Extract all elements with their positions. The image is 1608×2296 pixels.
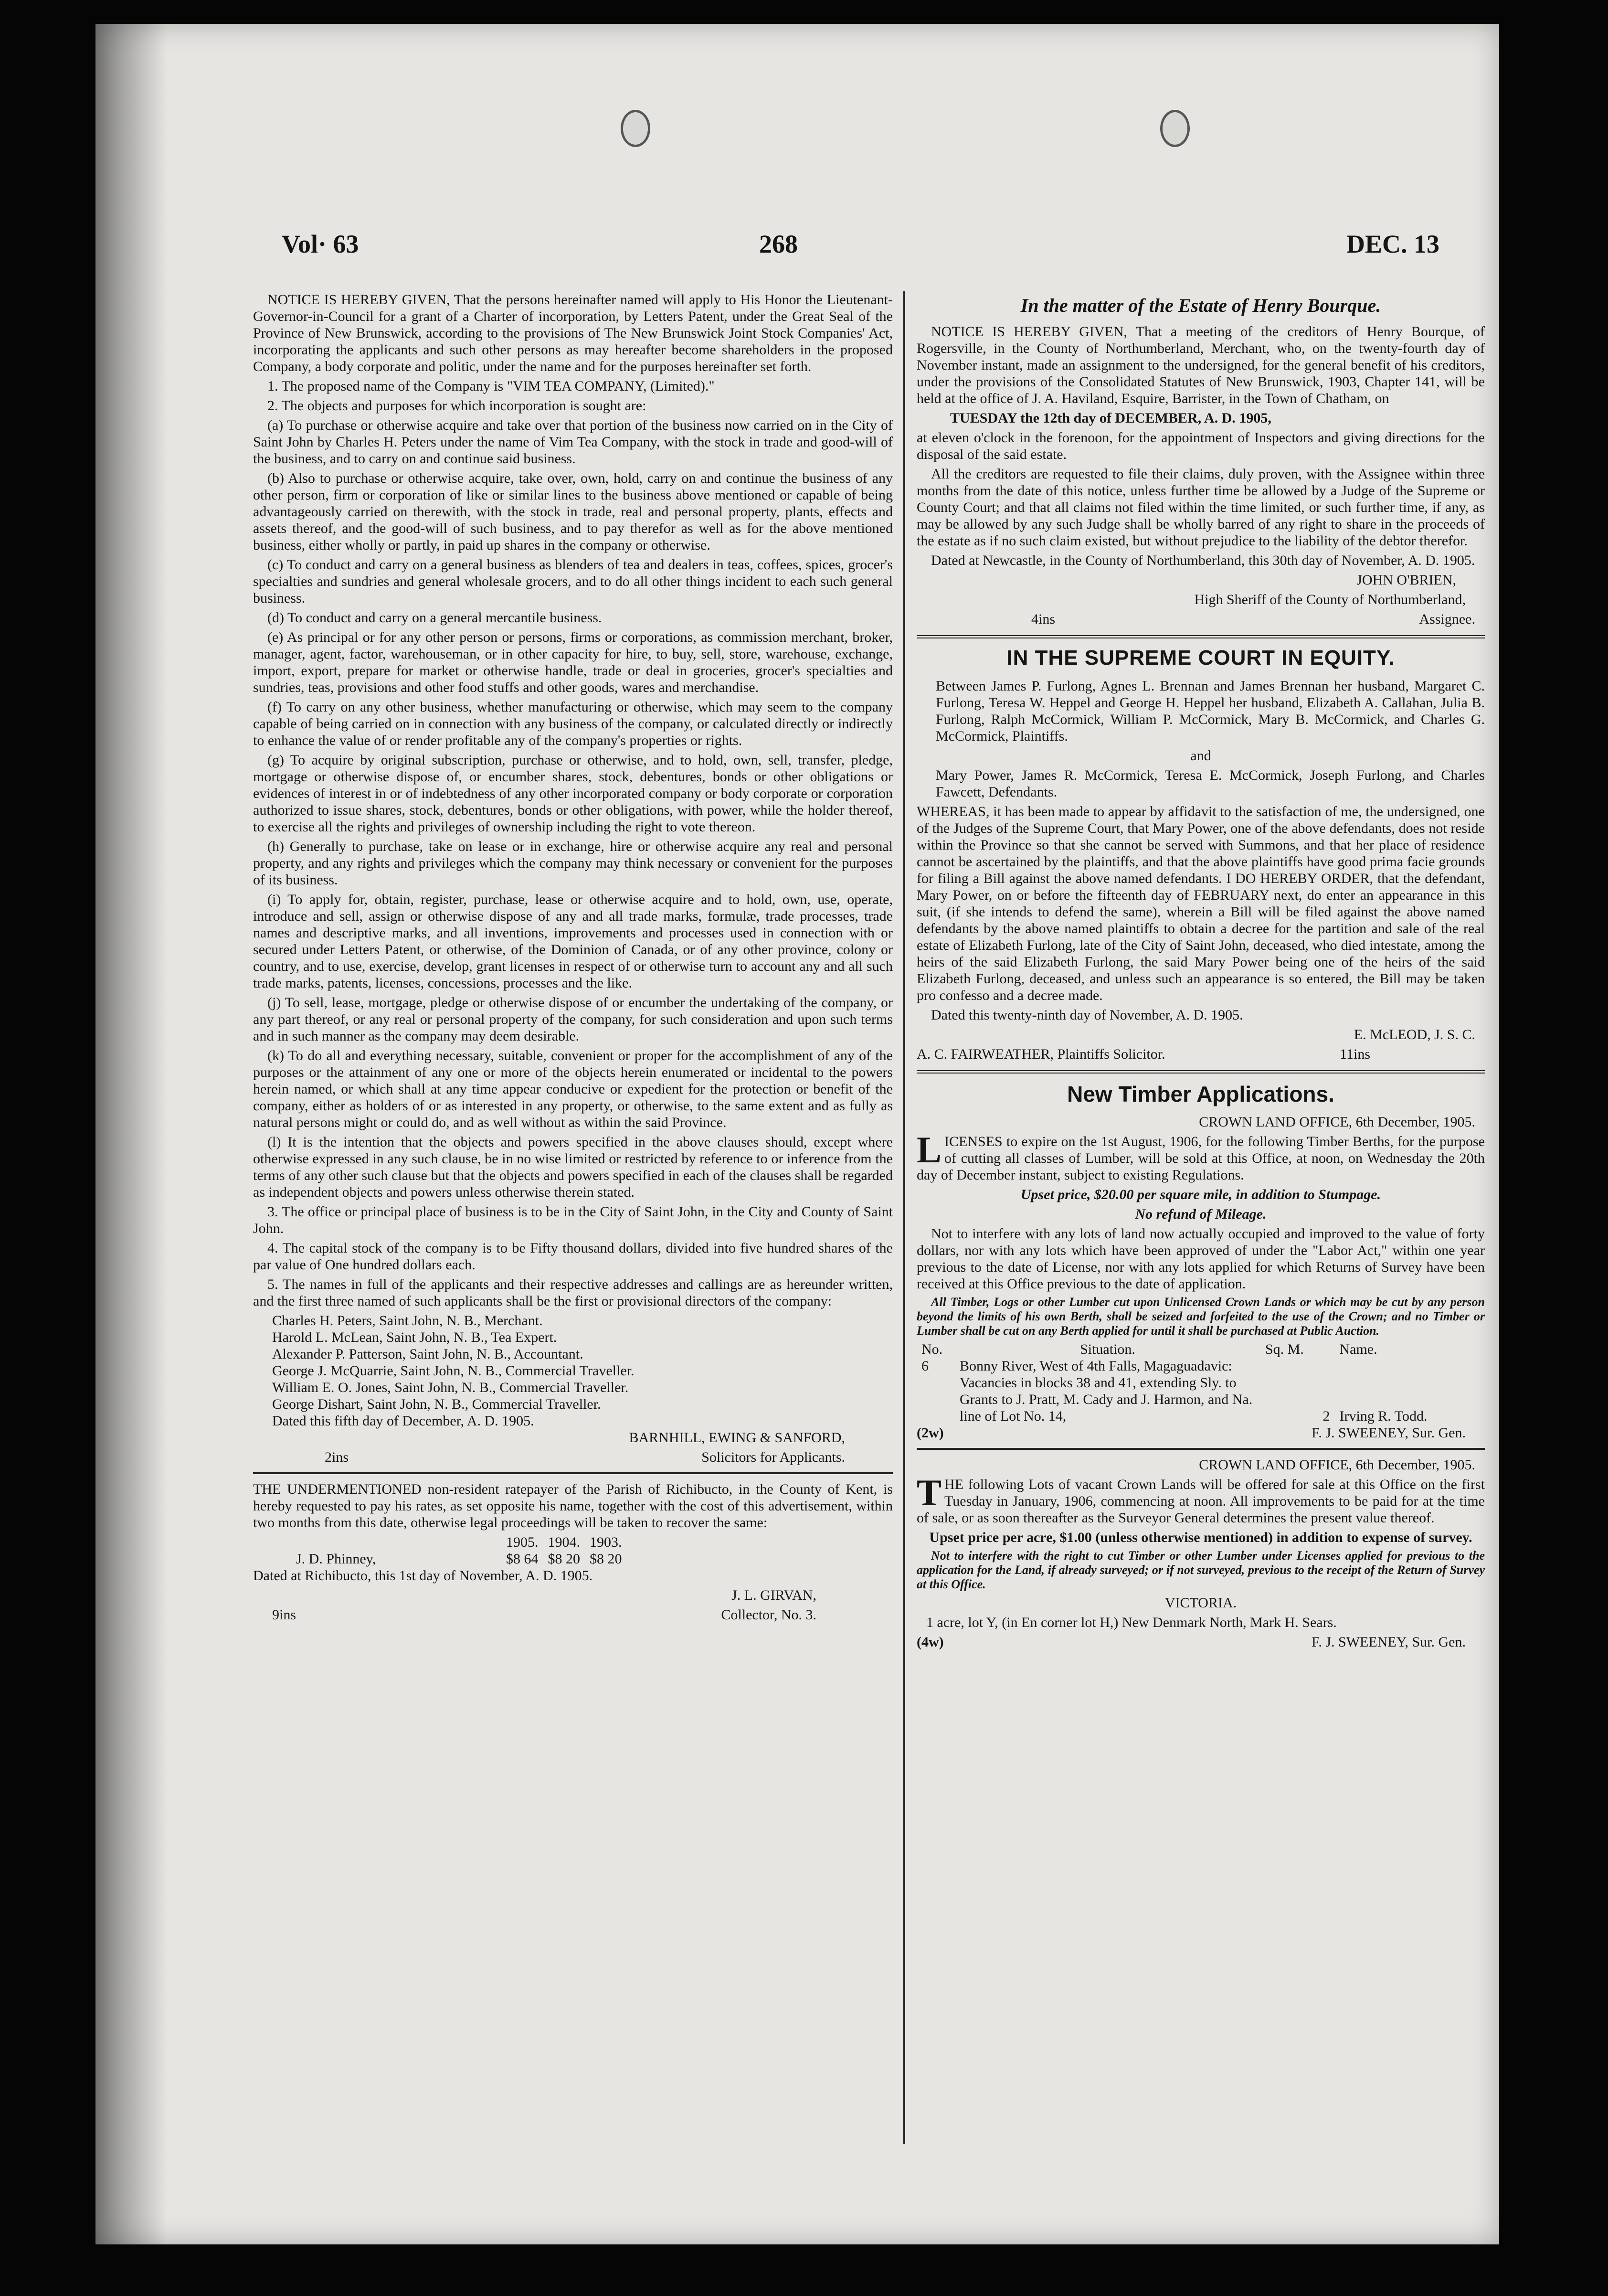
- drop-cap: L: [917, 1129, 942, 1170]
- col-header: No.: [921, 1341, 943, 1357]
- clause-f: (f) To carry on any other business, whether manufacturing or otherwise, which may seem to the company capable of being carried on in connection with any business of the company, or calculated directly or indirectly to enhance the value of or render profitable any of the company's properties or rights.: [253, 699, 893, 748]
- clause-3: 3. The office or principal place of business is to be in the City of Saint John, in the City and County of Saint John.: [253, 1204, 893, 1236]
- clause-c: (c) To conduct and carry on a general business as blenders of tea and dealers in teas, coffees, spices, grocer's specialties and sundries and general wholesale grocers, and to do all other things incident to each such general business.: [253, 557, 893, 606]
- insertions-count: 9ins: [272, 1607, 296, 1623]
- applicant: Alexander P. Patterson, Saint John, N. B., Accountant.: [272, 1346, 583, 1362]
- applicant: Harold L. McLean, Saint John, N. B., Tea Expert.: [272, 1329, 557, 1345]
- plaintiffs: Between James P. Furlong, Agnes L. Brennan and James Brennan her husband, Margaret C. Furlong, Teresa W. Heppel and George H. Heppel her husband, Elizabeth A. Callahan, Julia B. Furlong, Ralph McCormick, William P. McCormick, Mary B. McCormick, and Charles G. McCormick, Plaintiffs.: [936, 678, 1485, 744]
- clause-1: 1. The proposed name of the Company is "VIM TEA COMPANY, (Limited).": [267, 378, 715, 394]
- collector-name: J. L. GIRVAN,: [731, 1587, 816, 1603]
- year-header: 1903.: [590, 1534, 622, 1550]
- applicant-list: [253, 1312, 893, 1429]
- dated-line: Dated this fifth day of December, A. D. 1905.: [272, 1413, 534, 1429]
- equity-dated: Dated this twenty-ninth day of November, A. D. 1905.: [931, 1007, 1243, 1023]
- rates-dated: Dated at Richibucto, this 1st day of November, A. D. 1905.: [253, 1568, 593, 1584]
- timber-fine-print: All Timber, Logs or other Lumber cut upon Unlicensed Crown Lands or which may be cut by any person beyond the limits of his own Berth, shall be seized and forfeited to the use of the Crown; and no Timber or Lumber shall be cut on any Berth applied for until it shall be purchased at Public Auction.: [917, 1295, 1485, 1338]
- clause-j: (j) To sell, lease, mortgage, pledge or otherwise dispose of or encumber the undertaking of the company, or any part thereof, or any real or personal property of the company, for such consideration and upon such terms and in such manner as the company may deem desirable.: [253, 995, 893, 1044]
- clause-2: 2. The objects and purposes for which incorporation is sought are:: [267, 398, 646, 414]
- crown-fine-print: Not to interfere with the right to cut Timber or other Lumber under Licenses applied for previous to the application for the Land, if already surveyed; or if not surveyed, previous to the receipt of the Return of Survey at this Office.: [917, 1549, 1485, 1591]
- section-rule: [253, 1472, 893, 1474]
- rate-amount: $8 20: [548, 1551, 580, 1567]
- notice-intro: NOTICE IS HEREBY GIVEN, That the persons hereinafter named will apply to His Honor the Lieutenant-Governor-in-Council for a grant of a Charter of incorporation, by Letters Patent, under the Great Seal of the Province of New Brunswick, according to the provisions of The New Brunswick Joint Stock Companies' Act, incorporating the applicants and such other persons as may hereafter become shareholders in the proposed Company, a body corporate and politic, under the name and for the purposes hereinafter set forth.: [253, 292, 893, 374]
- equity-order: WHEREAS, it has been made to appear by affidavit to the satisfaction of me, the undersigned, one of the Judges of the Supreme Court, that Mary Power, one of the above defendants, does not reside within the Province so that she cannot be served with Summons, and that her place of residence cannot be ascertained by the plaintiffs, and that the above plaintiffs have good prima facie grounds for filing a Bill against the above named defendants. I DO HEREBY ORDER, that the defendant, Mary Power, on or before the fifteenth day of FEBRUARY next, do enter an appearance in this suit, (if she intends to defend the same), wherein a Bill will be filed against the above named defendants by the above named plaintiffs to obtain a decree for the partition and sale of the real estate of Elizabeth Furlong, late of the City of Saint John, deceased, who died intestate, among the heirs of the said Elizabeth Furlong, the said Mary Power being one of the heirs of the said Elizabeth Furlong, deceased, and unless such an appearance is so entered, the Bill may be taken pro confesso and a decree made.: [917, 804, 1485, 1003]
- timber-notice: [917, 1081, 1485, 1441]
- timber-text: ICENSES to expire on the 1st August, 1906, for the following Timber Berths, for the purpose of cutting all classes of Lumber, will be sold at this Office, at noon, on Wednesday the 20th day of December instant, subject to existing Regulations.: [917, 1134, 1485, 1183]
- bourque-heading: In the matter of the Estate of Henry Bourque.: [1020, 295, 1381, 316]
- bourque-dated: Dated at Newcastle, in the County of Northumberland, this 30th day of November, A. D. 1905.: [931, 553, 1475, 568]
- clause-i: (i) To apply for, obtain, register, purchase, lease or otherwise acquire and to hold, own, use, operate, introduce and sell, assign or otherwise dispose of any and all trade marks, formulæ, trade processes, trade names and descriptive marks, and all inventions, improvements and processes used in connection with or secured under Letters Patent, or otherwise, of the Dominion of Canada, or of any other province, colony or country, and to use, exercise, develop, grant licenses in respect of or otherwise turn to account any and all such trade marks, patents, licenses, concessions, processes and the like.: [253, 892, 893, 991]
- berth-sqm: 2: [1322, 1408, 1330, 1424]
- vim-tea-notice: [253, 291, 893, 1466]
- sheriff-title: High Sheriff of the County of Northumberland,: [1194, 592, 1466, 607]
- insertions-count: 2ins: [325, 1449, 349, 1465]
- right-column: [917, 291, 1485, 1650]
- timber-text-2: Not to interfere with any lots of land now actually occupied and improved to the value of forty dollars, nor with any lots which have been approved of under the "Labor Act," within one year previous to the date of License, nor with any lots applied for which Returns of Survey have been received at this Office previous to the date of application.: [917, 1226, 1485, 1292]
- page-number: 268: [759, 230, 798, 258]
- bourque-text-2: at eleven o'clock in the forenoon, for the appointment of Inspectors and giving directions for the disposal of the said estate.: [917, 430, 1485, 462]
- clause-4: 4. The capital stock of the company is to be Fifty thousand dollars, divided into five hundred shares of the par value of One hundred dollars each.: [253, 1240, 893, 1273]
- year-header: 1904.: [548, 1534, 580, 1550]
- page-shadow: [95, 24, 167, 2244]
- newspaper-page: [95, 24, 1499, 2244]
- lot-entry: 1 acre, lot Y, (in En corner lot H,) New Denmark North, Mark H. Sears.: [926, 1615, 1337, 1630]
- left-column: [253, 291, 893, 1623]
- solicitor-role: Solicitors for Applicants.: [701, 1449, 845, 1465]
- year-header: 1905.: [506, 1534, 539, 1550]
- drop-cap: T: [917, 1472, 942, 1513]
- bourque-text: NOTICE IS HEREBY GIVEN, That a meeting of the creditors of Henry Bourque, of Rogersville, in the County of Northumberland, Merchant, who, on the twenty-fourth day of November instant, made an assignment to the undersigned, for the general benefit of his creditors, under the provisions of the Consolidated Statutes of New Brunswick, 1903, Chapter 141, will be held at the office of J. A. Haviland, Esquire, Barrister, in the Town of Chatham, on: [917, 324, 1485, 406]
- punch-hole: [621, 110, 650, 147]
- solicitor-names: BARNHILL, EWING & SANFORD,: [629, 1430, 845, 1446]
- equity-heading: IN THE SUPREME COURT IN EQUITY.: [1006, 646, 1395, 670]
- rate-amount: $8 64: [506, 1551, 539, 1567]
- rates-table: [291, 1534, 627, 1567]
- berth-no: 6: [921, 1358, 929, 1374]
- crown-text: HE following Lots of vacant Crown Lands will be offered for sale at this Office on the first Tuesday in January, 1906, commencing at noon. All improvements to be paid for at the time of sale, or as soon thereafter as the Surveyor General determines the present value thereof.: [917, 1477, 1485, 1526]
- clause-l: (l) It is the intention that the objects and powers specified in the above clauses should, except where otherwise expressed in any such clause, be in no wise limited or restricted by reference to or inference from the terms of any other such clause but that the objects and powers specified in each of the clauses shall be regarded as independent objects and powers unless otherwise therein stated.: [253, 1134, 893, 1200]
- sheriff-name: JOHN O'BRIEN,: [1356, 572, 1456, 588]
- volume-label: Vol· 63: [282, 230, 359, 258]
- equity-notice: [917, 646, 1485, 1063]
- clause-d: (d) To conduct and carry on a general mercantile business.: [267, 610, 602, 626]
- applicant: Charles H. Peters, Saint John, N. B., Merchant.: [272, 1313, 543, 1329]
- col-header: Sq. M.: [1265, 1341, 1304, 1357]
- applicant: William E. O. Jones, Saint John, N. B., Commercial Traveller.: [272, 1380, 629, 1395]
- clause-5: 5. The names in full of the applicants and their respective addresses and callings are as hereunder written, and the first three named of such applicants shall be the first or provisional directors of the company:: [253, 1276, 893, 1309]
- timber-no-refund: No refund of Mileage.: [1135, 1206, 1267, 1222]
- publication-weeks: (2w): [917, 1425, 944, 1441]
- berth-situation: Bonny River, West of 4th Falls, Magaguadavic: Vacancies in blocks 38 and 41, extending Sly. to Grants to J. Pratt, M. Cady and J. Harmon, and Na. line of Lot No. 14,: [960, 1358, 1253, 1424]
- rate-amount: $8 20: [590, 1551, 622, 1567]
- surveyor-general: F. J. SWEENEY, Sur. Gen.: [1312, 1634, 1466, 1650]
- and-label: and: [1190, 748, 1211, 764]
- collector-role: Collector, No. 3.: [721, 1607, 816, 1623]
- crown-lands-notice: [917, 1456, 1485, 1650]
- ratepayer-name: J. D. Phinney,: [296, 1551, 376, 1567]
- applicant: George Dishart, Saint John, N. B., Commercial Traveller.: [272, 1396, 601, 1412]
- meeting-date: TUESDAY the 12th day of DECEMBER, A. D. 1905,: [950, 410, 1271, 426]
- column-divider: [903, 291, 905, 2144]
- county-heading: VICTORIA.: [1164, 1595, 1237, 1611]
- surveyor-general: F. J. SWEENEY, Sur. Gen.: [1312, 1425, 1466, 1441]
- bourque-text-3: All the creditors are requested to file their claims, duly proven, with the Assignee within three months from the date of this notice, unless further time be allowed by a Judge of the Supreme or County Court; and that all claims not filed within the time limited, or such further time, if any, as may be allowed by any such Judge shall be wholly barred of any right to share in the proceeds of the estate as if no such claim existed, but without prejudice to the liability of the debtor therefor.: [917, 466, 1485, 549]
- applicant-name: Irving R. Todd.: [1339, 1408, 1428, 1424]
- judge-name: E. McLEOD, J. S. C.: [1354, 1027, 1475, 1042]
- section-rule: [917, 1070, 1485, 1074]
- clause-k: (k) To do all and everything necessary, suitable, convenient or proper for the accomplishment of any of the purposes or the attainment of any one or more of the objects herein enumerated or incidental to the powers herein named, or which shall at any time appear conducive or expedient for the protection or benefit of the company, either as holders of or as interested in any property, or otherwise, to the same extent and as fully as natural persons might or could do, and as well without as within the said Province.: [253, 1048, 893, 1130]
- timber-upset-price: Upset price, $20.00 per square mile, in addition to Stumpage.: [1020, 1187, 1381, 1202]
- clause-g: (g) To acquire by original subscription, purchase or otherwise, and to hold, own, sell, transfer, pledge, mortgage or otherwise dispose of, or encumber shares, stock, debentures, bonds or other obligations or evidences of interest in or of indebtedness of any other incorporated company or body corporate or corporation authorized to issue shares, stock, debentures, bonds or other obligations, with power, while the holder thereof, to exercise all the rights and privileges of ownership including the right to vote thereon.: [253, 752, 893, 835]
- rates-notice: [253, 1481, 893, 1623]
- issue-date: DEC. 13: [1346, 230, 1440, 258]
- section-rule: [917, 1448, 1485, 1450]
- clause-h: (h) Generally to purchase, take on lease or in exchange, hire or otherwise acquire any real and personal property, and any rights and privileges which the company may think necessary or convenient for the purposes of its business.: [253, 839, 893, 888]
- col-header: Name.: [1339, 1341, 1377, 1357]
- crown-office-date: CROWN LAND OFFICE, 6th December, 1905.: [1199, 1457, 1475, 1473]
- defendants: Mary Power, James R. McCormick, Teresa E. McCormick, Joseph Furlong, and Charles Fawcett, Defendants.: [936, 767, 1485, 800]
- timber-table: [917, 1341, 1485, 1424]
- bourque-notice: [917, 294, 1485, 627]
- section-rule: [917, 635, 1485, 638]
- clause-b: (b) Also to purchase or otherwise acquire, take over, own, hold, carry on and continue the business of any other person, firm or corporation of like or similar lines to the business above mentioned or capable of being advantageously carried on therewith, with the stock in trade, real and personal property, plants, effects and assets thereof, and the good-will of such business, and to pay therefor as well as for the above mentioned business, either wholly or partly, in paid up shares in the company or otherwise.: [253, 470, 893, 553]
- punch-hole: [1160, 110, 1190, 147]
- insertions-count: 11ins: [1340, 1046, 1370, 1062]
- timber-heading: New Timber Applications.: [1067, 1082, 1334, 1106]
- rates-text: THE UNDERMENTIONED non-resident ratepayer of the Parish of Richibucto, in the County of Kent, is hereby requested to pay his rates, as set opposite his name, together with the cost of this advertisement, within two months from this date, otherwise legal proceedings will be taken to recover the same:: [253, 1481, 893, 1531]
- clause-e: (e) As principal or for any other person or persons, firms or corporations, as commission merchant, broker, manager, agent, factor, warehouseman, or in other capacity for hire, to buy, sell, store, warehouse, exchange, import, export, prepare for market or otherwise handle, trade or deal in groceries, grocer's specialties and sundries, teas, provisions and other food stuffs and other goods, wares and merchandise.: [253, 629, 893, 695]
- plaintiffs-solicitor: A. C. FAIRWEATHER, Plaintiffs Solicitor.: [917, 1046, 1165, 1062]
- applicant: George J. McQuarrie, Saint John, N. B., Commercial Traveller.: [272, 1363, 635, 1379]
- assignee-role: Assignee.: [1419, 611, 1475, 627]
- col-header: Situation.: [1080, 1341, 1135, 1357]
- timber-office-date: CROWN LAND OFFICE, 6th December, 1905.: [1199, 1114, 1475, 1130]
- publication-weeks: (4w): [917, 1634, 944, 1650]
- clause-a: (a) To purchase or otherwise acquire and take over that portion of the business now carried on in the City of Saint John by Charles H. Peters under the name of Vim Tea Company, with the stock in trade and good-will of the business, and to carry on and continue said business.: [253, 417, 893, 467]
- insertions-count: 4ins: [1031, 611, 1056, 627]
- crown-upset-price: Upset price per acre, $1.00 (unless otherwise mentioned) in addition to expense of survey.: [929, 1530, 1472, 1545]
